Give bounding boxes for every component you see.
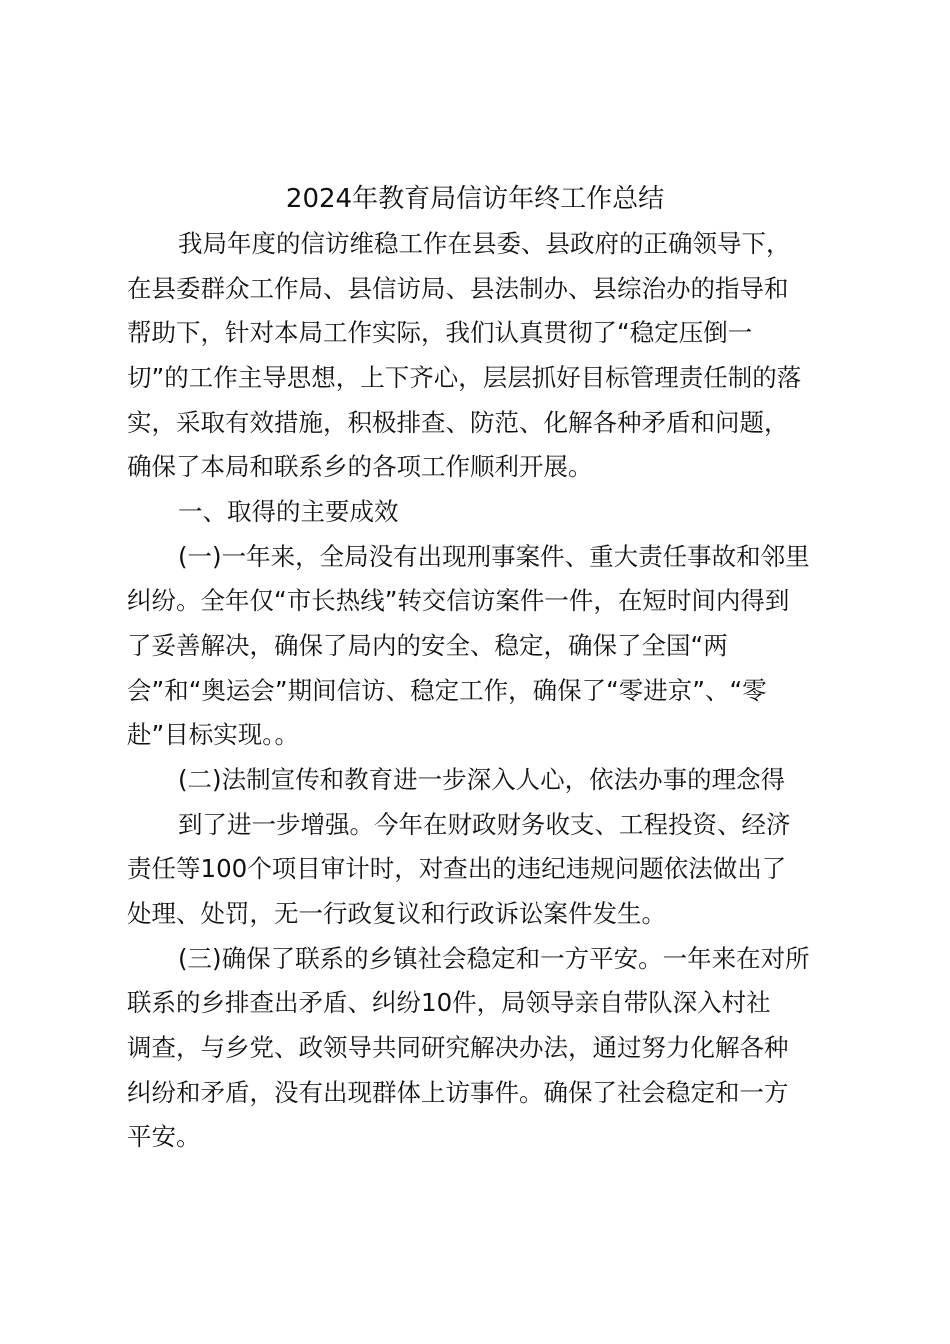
paragraph-line: 调查，与乡党、政领导共同研究解决办法，通过努力化解各种 — [127, 1033, 789, 1062]
document-title: 2024年教育局信访年终工作总结 — [285, 184, 665, 214]
paragraph-line: 我局年度的信访维稳工作在县委、县政府的正确领导下， — [178, 229, 791, 258]
paragraph-line: 实，采取有效措施，积极排查、防范、化解各种矛盾和问题， — [127, 408, 789, 437]
paragraph-line: 帮助下，针对本局工作实际，我们认真贯彻了“稳定压倒一 — [127, 318, 753, 347]
paragraph-line: 确保了本局和联系乡的各项工作顺利开展。 — [127, 452, 593, 481]
paragraph-line: 平安。 — [127, 1122, 201, 1151]
paragraph-line: 会”和“奥运会”期间信访、稳定工作，确保了“零进京”、“零 — [127, 676, 767, 705]
paragraph-line: 到了进一步增强。今年在财政财务收支、工程投资、经济 — [178, 810, 791, 839]
paragraph-line: 在县委群众工作局、县信访局、县法制办、县综治办的指导和 — [127, 274, 789, 303]
paragraph-line: 联系的乡排查出矛盾、纠纷10件，局领导亲自带队深入村社 — [127, 988, 771, 1017]
paragraph-line: 切”的工作主导思想，上下齐心，层层抓好目标管理责任制的落 — [127, 363, 802, 392]
paragraph-line: 纠纷。全年仅“市长热线”转交信访案件一件，在短时间内得到 — [127, 586, 790, 615]
paragraph-line: 了妥善解决，确保了局内的安全、稳定，确保了全国“两 — [127, 631, 728, 660]
paragraph-line: 纠纷和矛盾，没有出现群体上访事件。确保了社会稳定和一方 — [127, 1078, 789, 1107]
paragraph-line: 责任等100个项目审计时，对查出的违纪违规问题依法做出了 — [127, 854, 787, 883]
section-heading: 一、取得的主要成效 — [178, 497, 399, 526]
paragraph-line: 处理、处罚，无一行政复议和行政诉讼案件发生。 — [127, 899, 666, 928]
paragraph-line: (三)确保了联系的乡镇社会稳定和一方平安。一年来在对所 — [178, 944, 810, 973]
paragraph-line: 赴”目标实现。。 — [127, 720, 299, 749]
paragraph-line: (二)法制宣传和教育进一步深入人心，依法办事的理念得 — [178, 765, 786, 794]
paragraph-line: (一)一年来，全局没有出现刑事案件、重大责任事故和邻里 — [178, 542, 810, 571]
